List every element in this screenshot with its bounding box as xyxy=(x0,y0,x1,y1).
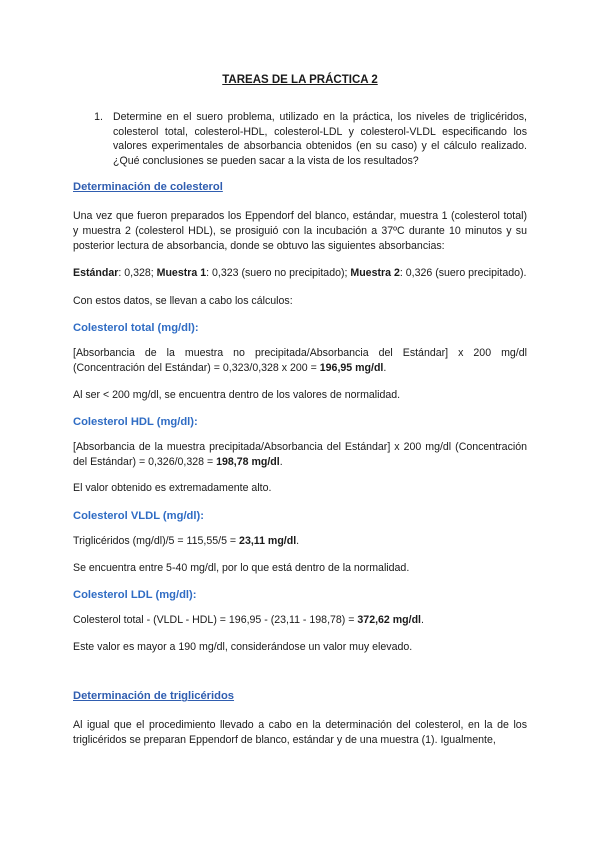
ldl-conclusion: Este valor es mayor a 190 mg/dl, considerándose un valor muy elevado. xyxy=(73,640,413,653)
formula-result: 372,62 mg/dl xyxy=(357,614,421,627)
formula-end: . xyxy=(383,361,387,374)
vldl-conclusion: Se encuentra entre 5-40 mg/dl, por lo que está dentro de la normalidad. xyxy=(73,561,410,574)
hdl-conclusion: El valor obtenido es extremadamente alto. xyxy=(73,482,272,495)
hdl-formula xyxy=(73,440,527,469)
formula-end: . xyxy=(279,455,283,468)
subheading-total-cholesterol: Colesterol total (mg/dl): xyxy=(73,322,199,335)
section-heading-trigliceridos: Determinación de triglicéridos xyxy=(73,690,235,703)
formula-result: 198,78 mg/dl xyxy=(216,455,280,468)
sample2-label: Muestra 2 xyxy=(350,267,400,280)
formula-end: . xyxy=(421,614,424,627)
task-number: 1. xyxy=(94,111,103,123)
calculation-intro: Con estos datos, se llevan a cabo los cálculos: xyxy=(73,294,293,307)
sample1-label: Muestra 1 xyxy=(156,267,207,280)
formula-text: Colesterol total - (VLDL - HDL) = 196,95 - (23,11 - 198,78) = xyxy=(73,614,358,627)
vldl-formula xyxy=(73,534,527,549)
subheading-vldl: Colesterol VLDL (mg/dl): xyxy=(73,509,204,522)
colesterol-intro: Una vez que fueron preparados los Eppendorf del blanco, estándar, muestra 1 (colesterol total) y muestra 2 (colesterol HDL), se prosiguió con la incubación a 37ºC durante 10 minutos y su posterior lectura de absorbancia, donde se obtuvo las siguientes absorbancias: xyxy=(73,210,527,252)
trigliceridos-intro: Al igual que el procedimiento llevado a cabo en la determinación del colesterol, en la de los triglicéridos se preparan Eppendorf de blanco, estándar y de una muestra (1). Igualmente, xyxy=(73,719,527,746)
subheading-ldl: Colesterol LDL (mg/dl): xyxy=(73,589,197,602)
formula-text: [Absorbancia de la muestra no precipitada/Absorbancia del Estándar] x 200 mg/dl (Concentración del Estándar) = 0,323/0,328 x 200 = xyxy=(73,347,527,374)
absorbance-values xyxy=(73,266,527,281)
sample1-value: : 0,323 (suero no precipitado); xyxy=(206,267,351,280)
page-title: TAREAS DE LA PRÁCTICA 2 xyxy=(222,74,378,86)
ldl-formula xyxy=(73,613,527,628)
section-heading-colesterol: Determinación de colesterol xyxy=(73,181,223,194)
subheading-hdl: Colesterol HDL (mg/dl): xyxy=(73,416,198,429)
task-text: Determine en el suero problema, utilizado en la práctica, los niveles de triglicéridos, colesterol total, colesterol-HDL, colesterol-LDL y colesterol-VLDL especificando los valores experimentales de absorbancia obtenidos (en su caso) y el cálculo realizado. ¿Qué conclusiones se pueden sacar a la vista de los resultados? xyxy=(113,111,527,167)
document-content xyxy=(73,72,527,747)
formula-end: . xyxy=(296,534,300,547)
formula-result: 23,11 mg/dl xyxy=(239,534,297,547)
formula-text: Triglicéridos (mg/dl)/5 = 115,55/5 = xyxy=(73,534,240,547)
sample2-value: : 0,326 (suero precipitado). xyxy=(399,267,527,280)
total-cholesterol-formula xyxy=(73,346,527,375)
standard-label: Estándar xyxy=(73,267,119,280)
formula-text: [Absorbancia de la muestra precipitada/Absorbancia del Estándar] x 200 mg/dl (Concentración del Estándar) = 0,326/0,328 = xyxy=(73,441,527,468)
total-cholesterol-conclusion: Al ser < 200 mg/dl, se encuentra dentro de los valores de normalidad. xyxy=(73,388,401,401)
standard-value: : 0,328; xyxy=(118,267,157,280)
formula-result: 196,95 mg/dl xyxy=(319,361,384,374)
task-item xyxy=(73,110,527,168)
